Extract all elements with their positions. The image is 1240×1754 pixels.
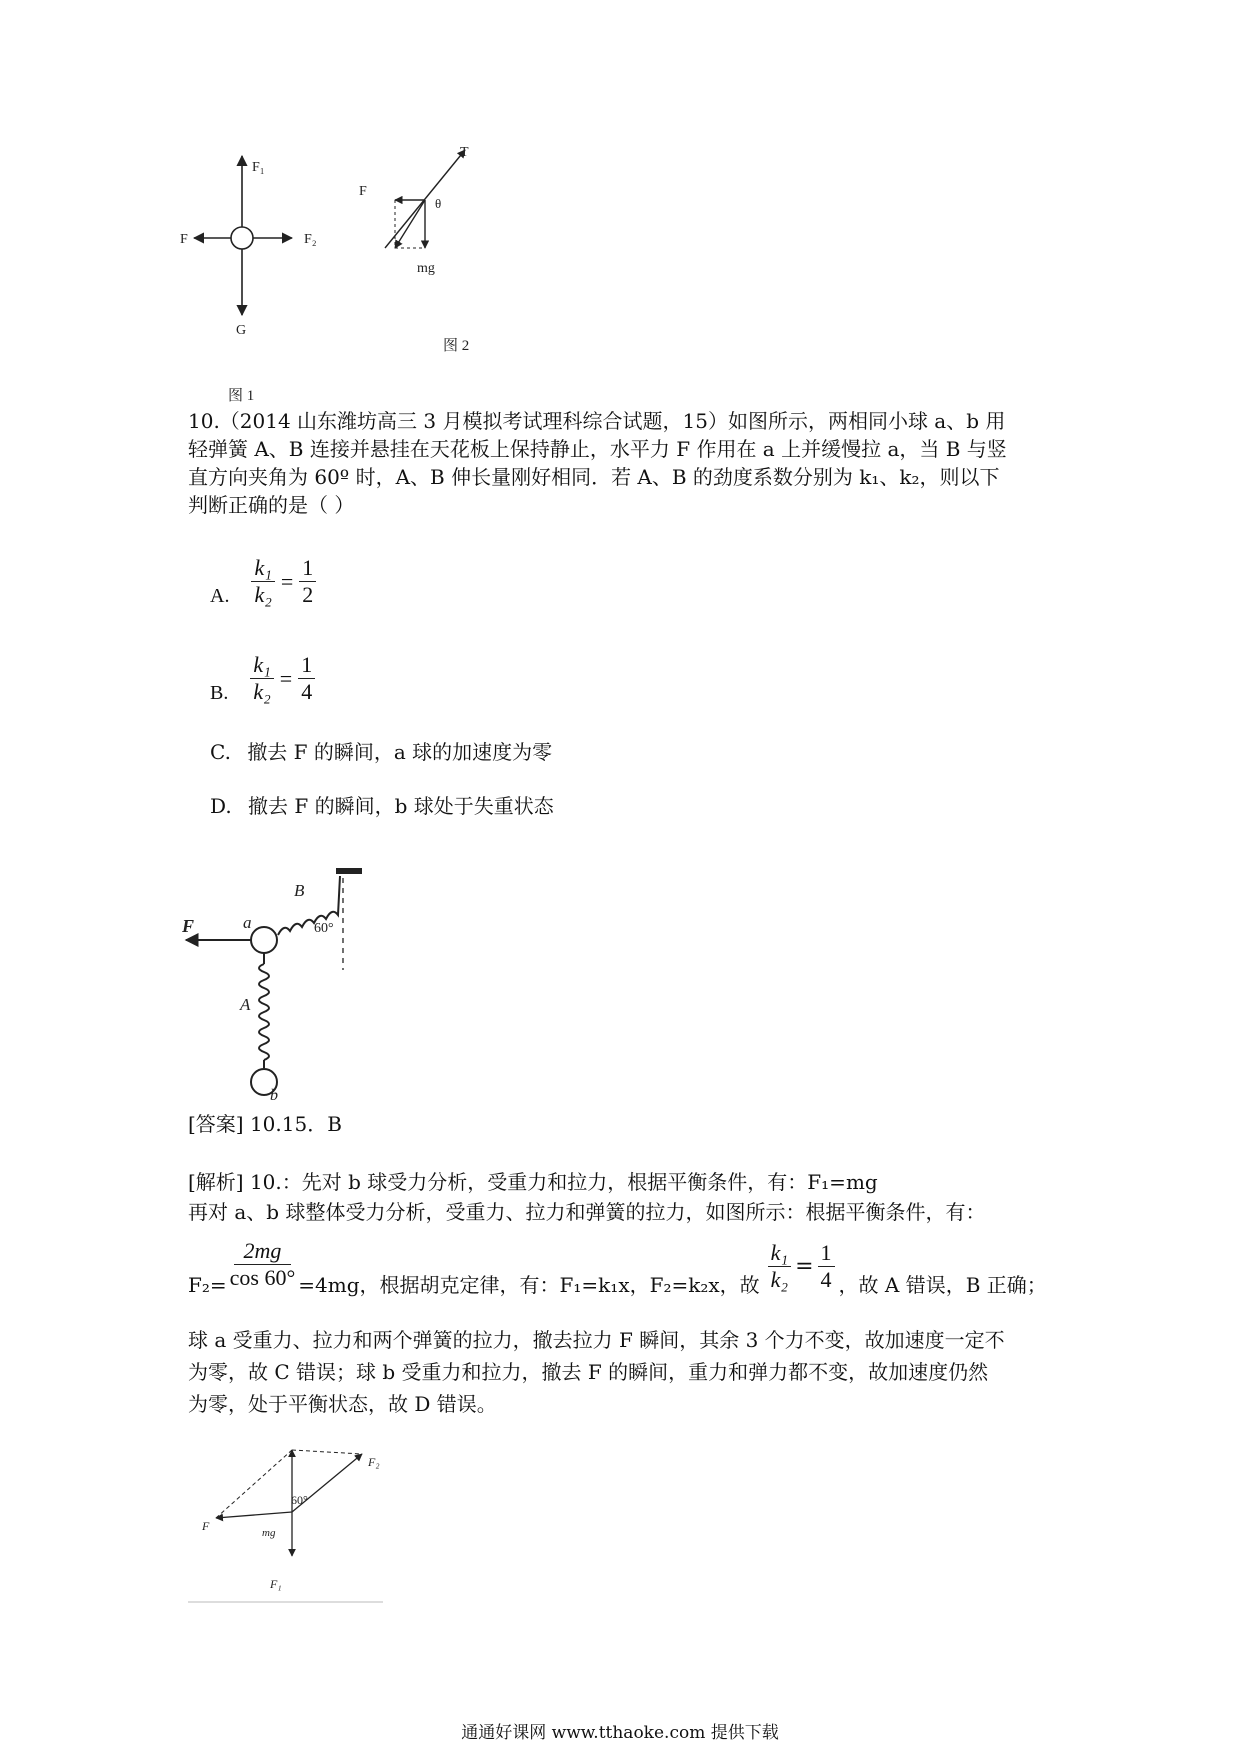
option-b-fraction-right: $\frac{1}{4}$: [298, 652, 315, 705]
equals-sign: =: [279, 665, 293, 691]
b-spring-label: B: [294, 881, 305, 900]
analysis-line-2: 再对 a、b 球整体受力分析，受重力、拉力和弹簧的拉力，如图所示：根据平衡条件，有：: [188, 1200, 986, 1224]
question-line: 轻弹簧 A、B 连接并悬挂在天花板上保持静止，水平力 F 作用在 a 上并缓慢拉 a，当 B 与竖: [188, 437, 1007, 461]
question-text: [188, 407, 1068, 519]
option-d-text: 撤去 F 的瞬间，b 球处于失重状态: [248, 794, 554, 818]
angle-label-4: 60°: [291, 1493, 308, 1507]
question-line: 判断正确的是（ ）: [188, 493, 355, 517]
option-b-label: B.: [210, 682, 229, 704]
f-label: F: [180, 232, 188, 247]
answer-text: [答案] 10.15．B: [188, 1112, 342, 1136]
figure-1-force-diagram: [180, 150, 380, 410]
page-footer: 通通好课网 www.tthaoke.com 提供下载: [461, 1723, 779, 1743]
f2-prefix: F₂=: [188, 1273, 227, 1297]
equals-sign: =: [795, 1254, 814, 1279]
theta-label: θ: [435, 196, 442, 211]
option-a-fraction-left: $\frac{\text{k₁}}{\text{k₂}}$: [251, 555, 274, 608]
option-b-fraction-left: $\frac{\text{k₁}}{\text{k₂}}$: [250, 652, 273, 705]
ceiling-block: [336, 868, 362, 874]
f-label-3: F: [182, 916, 195, 936]
g-label: G: [236, 323, 247, 338]
analysis-line-4: 球 a 受重力、拉力和两个弹簧的拉力，撤去拉力 F 瞬间，其余 3 个力不变，故加速度一定不: [188, 1328, 1005, 1352]
f1-label: F₁: [252, 160, 265, 175]
option-a-label: A.: [210, 585, 230, 607]
f-label-2: F: [359, 184, 367, 199]
a-spring-label: A: [240, 995, 251, 1014]
f2-middle-text: =4mg，根据胡克定律，有：F₁=k₁x，F₂=k₂x，故: [298, 1273, 760, 1297]
option-c: [210, 738, 552, 766]
option-c-text: 撤去 F 的瞬间，a 球的加速度为零: [247, 740, 553, 764]
question-line: 直方向夹角为 60º 时，A、B 伸长量刚好相同．若 A、B 的劲度系数分别为 k₁、k₂，则以下: [188, 465, 1000, 489]
f2-label-4: F₂: [368, 1455, 380, 1469]
mg-label-4: mg: [262, 1527, 276, 1539]
ball-a: [251, 927, 277, 953]
figure-1-caption: 图 1: [228, 388, 255, 404]
k-ratio-result: $\frac{1}{4}$: [818, 1240, 835, 1293]
option-d: [210, 792, 554, 820]
t-label: T: [460, 145, 469, 160]
equals-sign: =: [280, 568, 294, 594]
b-ball-label: b: [270, 1087, 278, 1104]
figure-3-spring-system: [182, 860, 418, 1104]
figure-4-force-parallelogram: [188, 1440, 388, 1605]
angle-label: 60°: [314, 921, 334, 936]
option-d-label: D.: [210, 794, 232, 818]
spring-a: [259, 964, 269, 1060]
figure-2-force-triangle: [359, 145, 545, 400]
f2-fraction: $\frac{2mg}{\cos 60^\circ}$: [229, 1238, 296, 1290]
option-c-label: C.: [210, 740, 231, 764]
k-ratio-fraction: $\frac{\text{k₁}}{\text{k₂}}$: [768, 1240, 791, 1293]
option-a-fraction-right: $\frac{1}{2}$: [299, 555, 316, 608]
analysis-line-6: 为零，处于平衡状态，故 D 错误。: [188, 1392, 497, 1416]
option-b: [210, 652, 315, 705]
a-label: a: [243, 913, 252, 932]
f-label-4: F: [202, 1519, 210, 1533]
analysis-line-1: [解析] 10.：先对 b 球受力分析，受重力和拉力，根据平衡条件，有：F₁=mg: [188, 1170, 878, 1194]
figure-2-caption: 图 2: [443, 338, 470, 354]
mg-label: mg: [417, 261, 435, 276]
option-a: [210, 555, 316, 608]
analysis-line-5: 为零，故 C 错误；球 b 受重力和拉力，撤去 F 的瞬间，重力和弹力都不变，故加速度仍然: [188, 1360, 989, 1384]
question-line: 10.（2014 山东潍坊高三 3 月模拟考试理科综合试题，15）如图所示，两相同小球 a、b 用: [188, 409, 1006, 433]
analysis-formula-line: [188, 1238, 1068, 1299]
f1-label-4: F₁: [270, 1577, 282, 1591]
f2-label: F₂: [304, 232, 317, 247]
f2-suffix: ，故 A 错误，B 正确；: [838, 1273, 1047, 1297]
